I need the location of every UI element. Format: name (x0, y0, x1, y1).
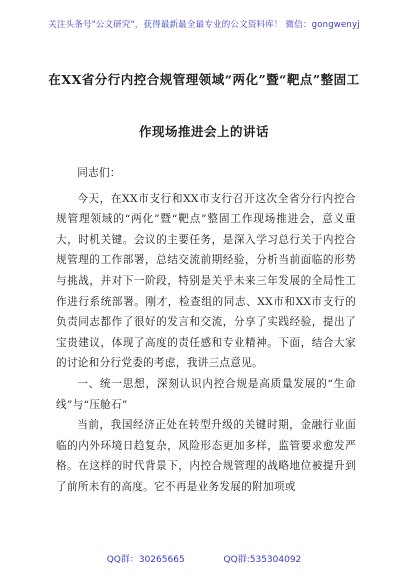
section-heading-1: 一、统一思想，深刻认识内控合规是高质量发展的“生命线”与“压舱石” (56, 377, 356, 411)
salutation: 同志们： (77, 167, 121, 179)
page-header-promo: 关注头条号"公文研究"，获得最新最全最专业的公文资料库！ 微信：gongwenyj (48, 20, 360, 30)
paragraph-intro: 今天，在XX市支行和XX市支行召开这次全省分行内控合规管理领域的“两化”暨“靶点”整固工作现场推进会，意义重大，时机关键。会议的主要任务，是深入学习总行关于内控合规管理的工作部署，总结交流前期经验，分析当前面临的形势与挑战，并对下一阶段，特别是关乎未来三年发展的全局性工作进行系统部署。刚才，检查组的同志、XX市和XX市支行的负责同志都作了很好的发言和交流，分享了实践经验，提出了宝贵建议，体现了高度的责任感和专业精神。下面，结合大家的讨论和分行党委的考虑，我讲三点意见。 (56, 192, 356, 370)
paragraph-section-1: 当前，我国经济正处在转型升级的关键时期，金融行业面临的内外环境日趋复杂，风险形态更加多样，监管要求愈发严格。在这样的时代背景下，内控合规管理的战略地位被提升到了前所未有的高度。它不再是业务发展的附加项或 (56, 419, 356, 493)
footer-qq-group-2: QQ群:535304092 (223, 555, 302, 565)
document-title-line-2: 作现场推进会上的讲话 (138, 124, 269, 139)
document-body (56, 163, 356, 498)
document-title-line-1: 在XX省分行内控合规管理领域“两化”暨“靶点”整固工 (48, 72, 360, 87)
footer-qq-group-1: QQ群：30265665 (106, 555, 185, 565)
page-footer (0, 552, 408, 565)
